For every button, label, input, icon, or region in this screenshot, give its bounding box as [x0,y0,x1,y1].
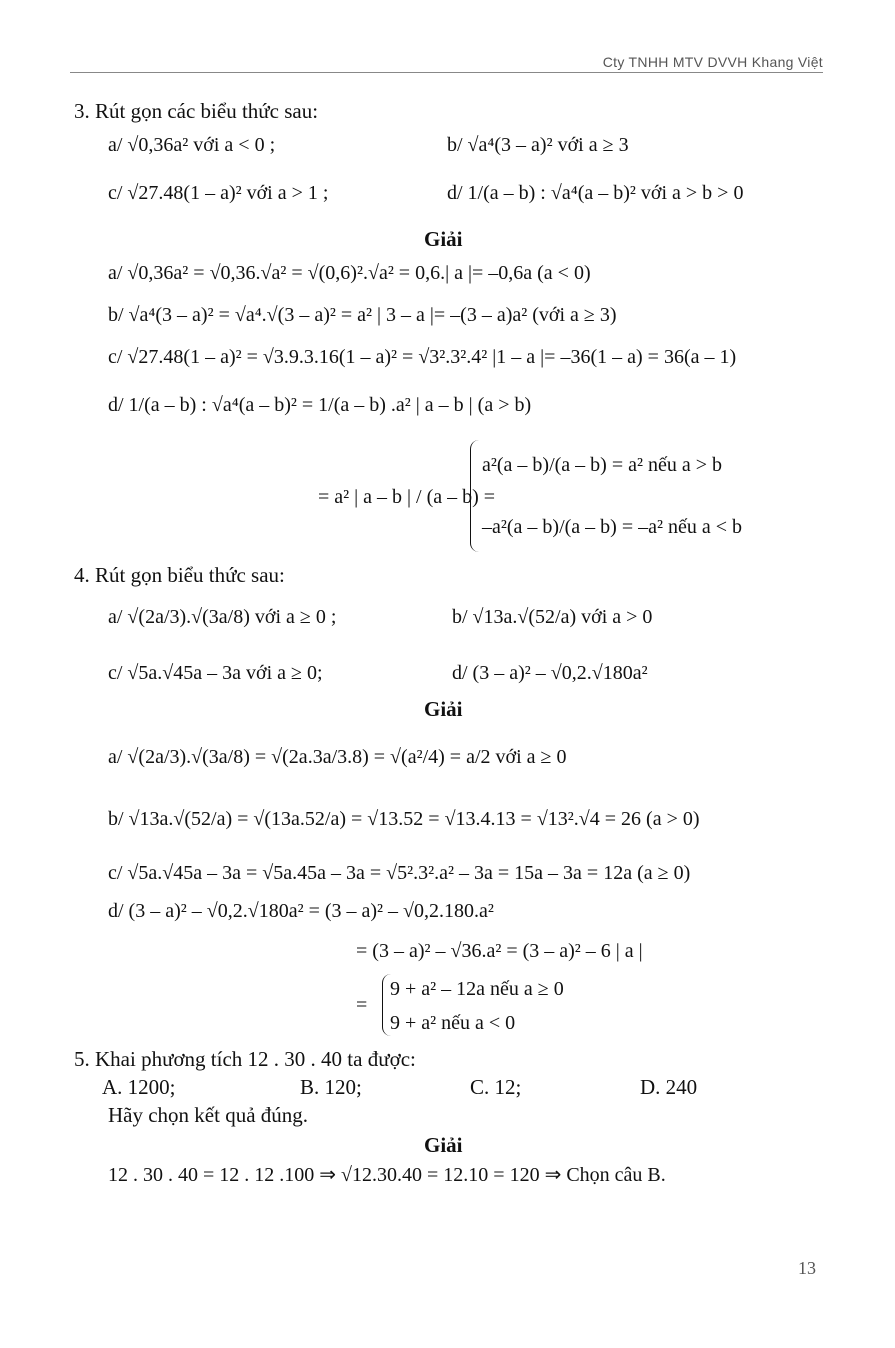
problem-5-prompt: Hãy chọn kết quả đúng. [108,1103,309,1127]
solution-4c: c/ √5a.√45a – 3a = √5a.45a – 3a = √5².3².a² – 3a = 15a – 3a = 12a (a ≥ 0) [108,862,691,884]
problem-4a: a/ √(2a/3).√(3a/8) với a ≥ 0 ; [108,606,337,628]
option-b: B. 120; [300,1075,362,1099]
problem-3d: d/ 1/(a – b) : √a⁴(a – b)² với a > b > 0 [447,182,744,204]
case-brace [470,440,479,552]
page-header [70,54,823,73]
problem-4b: b/ √13a.√(52/a) với a > 0 [452,606,653,628]
solution-4d-line2: = (3 – a)² – √36.a² = (3 – a)² – 6 | a | [356,940,643,962]
solution-3d-case2: –a²(a – b)/(a – b) = –a² nếu a < b [482,516,743,538]
solution-heading-5: Giải [424,1133,463,1157]
problem-4c: c/ √5a.√45a – 3a với a ≥ 0; [108,662,323,684]
problem-3-title: 3. Rút gọn các biểu thức sau: [74,99,319,123]
solution-4b: b/ √13a.√(52/a) = √(13a.52/a) = √13.52 = √13.4.13 = √13².√4 = 26 (a > 0) [108,808,700,830]
problem-4-title: 4. Rút gọn biểu thức sau: [74,563,285,587]
solution-4d-line1: d/ (3 – a)² – √0,2.√180a² = (3 – a)² – √0,2.180.a² [108,900,494,922]
solution-3a: a/ √0,36a² = √0,36.√a² = √(0,6)².√a² = 0,6.| a |= –0,6a (a < 0) [108,262,591,284]
solution-3d-line1: d/ 1/(a – b) : √a⁴(a – b)² = 1/(a – b) .a² | a – b | (a > b) [108,394,532,416]
problem-3b: b/ √a⁴(3 – a)² với a ≥ 3 [447,134,629,156]
problem-4d: d/ (3 – a)² – √0,2.√180a² [452,662,648,684]
solution-3d-case1: a²(a – b)/(a – b) = a² nếu a > b [482,454,723,476]
solution-4d-case1: 9 + a² – 12a nếu a ≥ 0 [390,978,564,1000]
solution-5: 12 . 30 . 40 = 12 . 12 .100 ⇒ √12.30.40 = 12.10 = 120 ⇒ Chọn câu B. [108,1164,666,1186]
problem-3c: c/ √27.48(1 – a)² với a > 1 ; [108,182,329,204]
header-company: Cty TNHH MTV DVVH Khang Việt [602,54,823,70]
solution-3b: b/ √a⁴(3 – a)² = √a⁴.√(3 – a)² = a² | 3 – a |= –(3 – a)a² (với a ≥ 3) [108,304,617,326]
solution-heading-3: Giải [424,227,463,251]
solution-4d-case2: 9 + a² nếu a < 0 [390,1012,516,1034]
solution-3c: c/ √27.48(1 – a)² = √3.9.3.16(1 – a)² = √3².3².4² |1 – a |= –36(1 – a) = 36(a – 1) [108,346,737,368]
problem-3a: a/ √0,36a² với a < 0 ; [108,134,276,156]
page-number: 13 [798,1258,816,1278]
solution-4a: a/ √(2a/3).√(3a/8) = √(2a.3a/3.8) = √(a²/4) = a/2 với a ≥ 0 [108,746,567,768]
solution-4d-eq: = [356,994,368,1016]
option-c: C. 12; [470,1075,522,1099]
option-a: A. 1200; [102,1075,176,1099]
solution-3d-lhs: = a² | a – b | / (a – b) = [318,486,496,508]
problem-5-title: 5. Khai phương tích 12 . 30 . 40 ta được: [74,1047,416,1071]
option-d: D. 240 [640,1075,698,1099]
solution-heading-4: Giải [424,697,463,721]
